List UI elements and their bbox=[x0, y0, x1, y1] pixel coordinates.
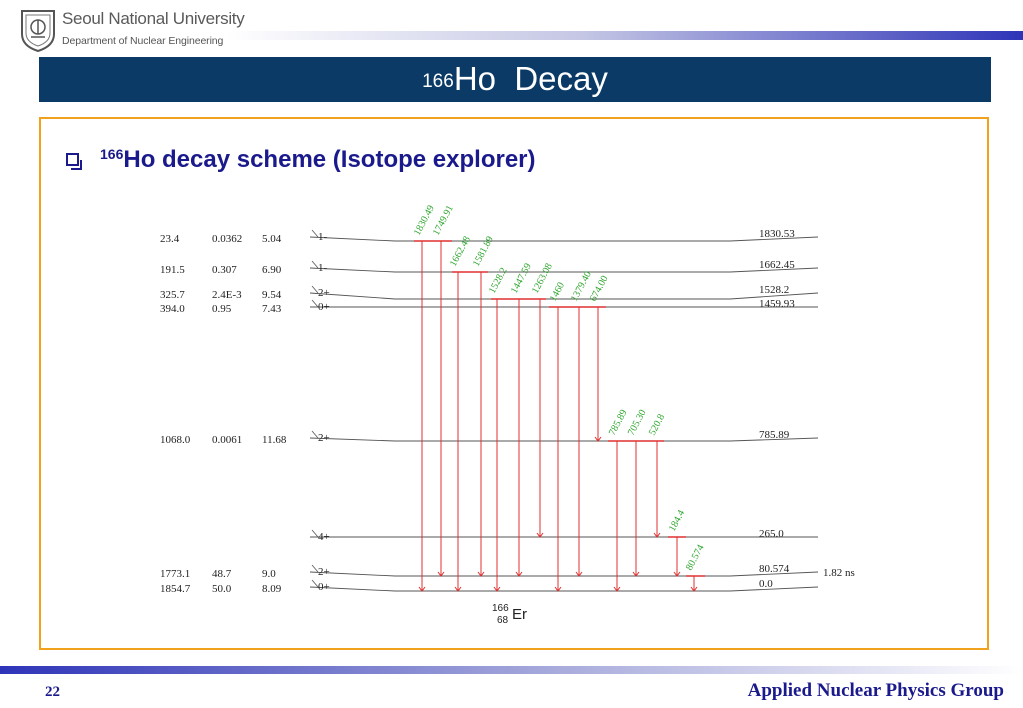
level-spin: 4+ bbox=[318, 531, 330, 543]
beta-intensity: 50.0 bbox=[212, 583, 232, 595]
level-line bbox=[310, 268, 818, 272]
daughter-symbol: Er bbox=[512, 606, 527, 623]
beta-branch-energy: 1773.1 bbox=[160, 568, 191, 580]
university-name: Seoul National University bbox=[62, 9, 245, 28]
beta-logft: 7.43 bbox=[262, 303, 282, 315]
level-line bbox=[310, 587, 818, 591]
level-spin: 0+ bbox=[318, 581, 330, 593]
gamma-energy-label: 80.574 bbox=[683, 542, 707, 573]
beta-logft: 8.09 bbox=[262, 583, 282, 595]
level-line bbox=[310, 438, 818, 441]
gamma-energy-label: 1749.91 bbox=[430, 203, 456, 238]
title-element: Ho bbox=[453, 60, 496, 97]
beta-branch-energy: 1854.7 bbox=[160, 583, 191, 595]
gamma-energy-label: 1447.59 bbox=[508, 261, 534, 296]
title-mass-number: 166 bbox=[422, 71, 454, 92]
beta-logft: 6.90 bbox=[262, 264, 282, 276]
beta-logft: 5.04 bbox=[262, 233, 282, 245]
gamma-energy-label: 1263.08 bbox=[529, 261, 555, 296]
title-rest: Decay bbox=[514, 60, 608, 97]
beta-branch-energy: 394.0 bbox=[160, 303, 185, 315]
level-energy: 0.0 bbox=[759, 578, 773, 590]
level-spin: 2+ bbox=[318, 432, 330, 444]
department-name: Department of Nuclear Engineering bbox=[62, 35, 224, 47]
page-number: 22 bbox=[45, 684, 60, 700]
level-spin: 2+ bbox=[318, 287, 330, 299]
level-line bbox=[310, 293, 818, 299]
gamma-energy-label: 1581.89 bbox=[470, 234, 496, 269]
beta-intensity: 0.0061 bbox=[212, 434, 243, 446]
daughter-mass-number: 166 bbox=[492, 603, 509, 614]
level-halflife: 1.82 ns bbox=[823, 567, 855, 579]
beta-intensity: 0.0362 bbox=[212, 233, 243, 245]
level-spin: 1- bbox=[318, 231, 328, 243]
gamma-energy-label: 1460 bbox=[547, 280, 568, 304]
gamma-energy-label: 705.30 bbox=[625, 407, 649, 438]
level-spin: 0+ bbox=[318, 301, 330, 313]
gamma-energy-label: 1830.49 bbox=[411, 203, 437, 238]
level-line bbox=[310, 572, 818, 576]
gamma-energy-label: 674.00 bbox=[587, 273, 611, 304]
beta-branch-energy: 23.4 bbox=[160, 233, 180, 245]
beta-logft: 9.54 bbox=[262, 289, 282, 301]
group-name: Applied Nuclear Physics Group bbox=[747, 680, 1004, 701]
beta-intensity: 2.4E-3 bbox=[212, 289, 242, 301]
beta-logft: 11.68 bbox=[262, 434, 287, 446]
bullet-mass-number: 166 bbox=[100, 146, 124, 162]
gamma-energy-label: 1379.40 bbox=[568, 269, 594, 304]
gamma-energy-label: 785.89 bbox=[606, 407, 630, 438]
beta-logft: 9.0 bbox=[262, 568, 276, 580]
level-spin: 1- bbox=[318, 262, 328, 274]
level-energy: 80.574 bbox=[759, 563, 790, 575]
level-energy: 1459.93 bbox=[759, 298, 795, 310]
bullet-label: Ho decay scheme (Isotope explorer) bbox=[123, 146, 536, 173]
beta-intensity: 0.307 bbox=[212, 264, 237, 276]
level-energy: 785.89 bbox=[759, 429, 790, 441]
gamma-energy-label: 520.8 bbox=[646, 412, 668, 438]
level-spin: 2+ bbox=[318, 566, 330, 578]
footer-stripe bbox=[0, 666, 1023, 674]
beta-branch-energy: 325.7 bbox=[160, 289, 185, 301]
gamma-energy-label: 1662.48 bbox=[447, 234, 473, 269]
gamma-energy-label: 184.4 bbox=[666, 508, 688, 534]
level-energy: 265.0 bbox=[759, 528, 784, 540]
level-line bbox=[310, 237, 818, 241]
level-energy: 1528.2 bbox=[759, 284, 790, 296]
level-energy: 1830.53 bbox=[759, 228, 795, 240]
beta-intensity: 48.7 bbox=[212, 568, 232, 580]
level-energy: 1662.45 bbox=[759, 259, 795, 271]
daughter-atomic-number: 68 bbox=[497, 615, 509, 626]
beta-branch-energy: 191.5 bbox=[160, 264, 185, 276]
beta-branch-energy: 1068.0 bbox=[160, 434, 191, 446]
beta-intensity: 0.95 bbox=[212, 303, 232, 315]
gamma-energy-label: 1528.2 bbox=[486, 265, 510, 296]
